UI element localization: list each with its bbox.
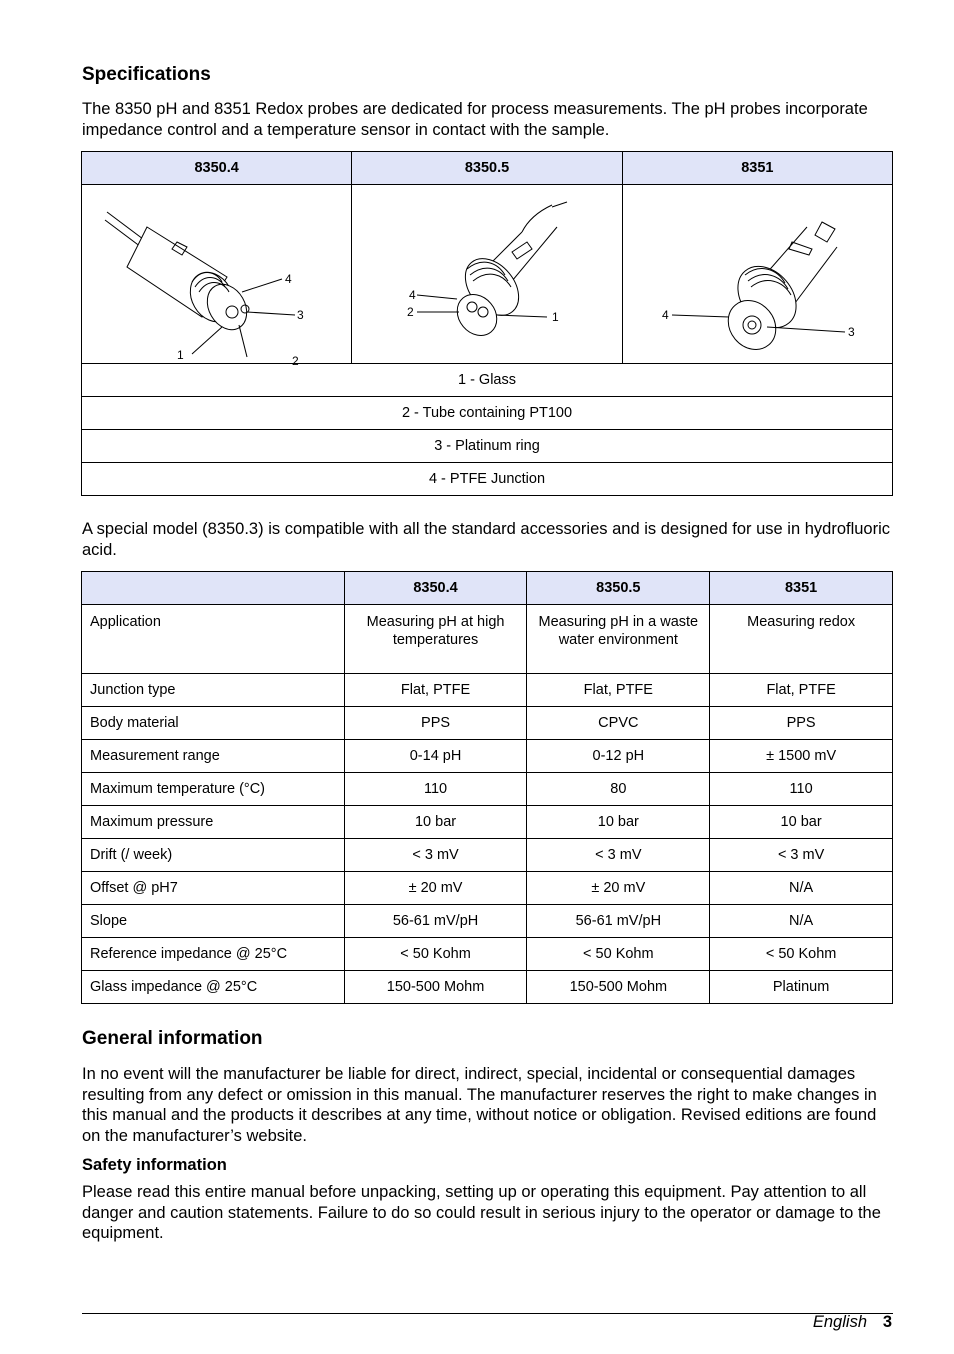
spec-value-cell: 80 <box>527 773 710 806</box>
spec-row <box>82 872 893 905</box>
general-information-heading: General information <box>82 1028 263 1049</box>
footer-divider <box>82 1313 893 1314</box>
spec-value-cell: Flat, PTFE <box>710 674 893 707</box>
spec-value-cell: PPS <box>710 707 893 740</box>
spec-label-cell: Offset @ pH7 <box>82 872 345 905</box>
legend-platinum-ring: 3 - Platinum ring <box>82 430 893 463</box>
safety-information-paragraph: Please read this entire manual before unpacking, setting up or operating this equipment. Pay attention to all danger and caution statements. Failure to do so could result in serious injury to the operator or damage to the equipment. <box>82 1183 881 1242</box>
spec-row <box>82 674 893 707</box>
spec-label-cell: Glass impedance @ 25°C <box>82 971 345 1004</box>
spec-row <box>82 740 893 773</box>
probe-8350-5-illustration <box>352 185 622 364</box>
spec-value-cell: ± 20 mV <box>527 872 710 905</box>
spec-value-cell: N/A <box>710 872 893 905</box>
spec-value-cell: 56-61 mV/pH <box>344 905 527 938</box>
spec-value-cell: Measuring pH at high temperatures <box>344 605 527 674</box>
spec-row <box>82 773 893 806</box>
spec-label-cell: Drift (/ week) <box>82 839 345 872</box>
footer-language: English <box>812 1313 867 1331</box>
spec-value-cell: PPS <box>344 707 527 740</box>
spec-value-cell: < 3 mV <box>710 839 893 872</box>
p3-callout-3: 3 <box>848 325 856 339</box>
spec-label-cell: Body material <box>82 707 345 740</box>
spec-row <box>82 707 893 740</box>
probe-8350-4-drawing <box>87 187 347 368</box>
p1-callout-1: 1 <box>176 348 184 362</box>
p2-callout-2: 2 <box>406 305 414 319</box>
legend-glass: 1 - Glass <box>82 364 893 397</box>
p2-callout-4: 4 <box>408 288 416 302</box>
spec-value-cell: ± 1500 mV <box>710 740 893 773</box>
p1-callout-3: 3 <box>296 308 304 322</box>
spec-value-cell: Platinum <box>710 971 893 1004</box>
spec-value-cell: Measuring pH in a waste water environment <box>527 605 710 674</box>
spec-row <box>82 905 893 938</box>
intro-paragraph: The 8350 pH and 8351 Redox probes are dedicated for process measurements. The pH probes incorporate impedance control and a temperature sensor in contact with the sample. <box>82 100 868 139</box>
spec-header-8351: 8351 <box>710 572 893 605</box>
spec-label-cell: Slope <box>82 905 345 938</box>
specification-table <box>81 571 893 1004</box>
spec-label-cell: Application <box>82 605 345 674</box>
spec-value-cell: 110 <box>710 773 893 806</box>
spec-row <box>82 605 893 674</box>
spec-row <box>82 971 893 1004</box>
spec-row <box>82 806 893 839</box>
spec-value-cell: 10 bar <box>527 806 710 839</box>
spec-value-cell: < 3 mV <box>344 839 527 872</box>
probe-8351-illustration <box>622 185 892 364</box>
specifications-heading: Specifications <box>82 64 211 85</box>
probe-diagram-table <box>81 151 893 496</box>
spec-value-cell: Measuring redox <box>710 605 893 674</box>
spec-value-cell: 110 <box>344 773 527 806</box>
spec-value-cell: 10 bar <box>344 806 527 839</box>
spec-value-cell: N/A <box>710 905 893 938</box>
spec-label-cell: Maximum temperature (°C) <box>82 773 345 806</box>
spec-value-cell: Flat, PTFE <box>527 674 710 707</box>
p3-callout-4: 4 <box>662 308 670 322</box>
spec-label-cell: Reference impedance @ 25°C <box>82 938 345 971</box>
spec-value-cell: < 50 Kohm <box>710 938 893 971</box>
spec-value-cell: 0-12 pH <box>527 740 710 773</box>
spec-value-cell: 150-500 Mohm <box>527 971 710 1004</box>
spec-value-cell: ± 20 mV <box>344 872 527 905</box>
spec-value-cell: 0-14 pH <box>344 740 527 773</box>
spec-value-cell: Flat, PTFE <box>344 674 527 707</box>
spec-label-cell: Junction type <box>82 674 345 707</box>
spec-value-cell: 56-61 mV/pH <box>527 905 710 938</box>
probe-8350-5-drawing <box>357 187 617 357</box>
spec-header-blank <box>82 572 345 605</box>
spec-header-8350-4: 8350.4 <box>344 572 527 605</box>
safety-information-heading: Safety information <box>82 1156 227 1174</box>
spec-label-cell: Measurement range <box>82 740 345 773</box>
diagram-header-8350-5: 8350.5 <box>352 152 622 185</box>
legend-ptfe-junction: 4 - PTFE Junction <box>82 463 893 496</box>
probe-8351-drawing <box>627 187 887 357</box>
spec-value-cell: < 3 mV <box>527 839 710 872</box>
probe-8350-4-illustration <box>82 185 352 368</box>
spec-value-cell: < 50 Kohm <box>527 938 710 971</box>
spec-value-cell: CPVC <box>527 707 710 740</box>
spec-header-8350-5: 8350.5 <box>527 572 710 605</box>
p1-callout-4: 4 <box>284 272 292 286</box>
diagram-header-8350-4: 8350.4 <box>82 152 352 185</box>
spec-value-cell: 150-500 Mohm <box>344 971 527 1004</box>
footer-page-number: 3 <box>882 1313 892 1331</box>
special-model-paragraph: A special model (8350.3) is compatible with all the standard accessories and is designed for use in hydrofluoric acid. <box>82 520 891 559</box>
p2-callout-1: 1 <box>551 310 559 324</box>
general-information-paragraph: In no event will the manufacturer be liable for direct, indirect, special, incidental or consequential damages resulting from any defect or omission in this manual. The manufacturer reserves the right to make changes in this manual and the products it describes at any time, without notice or obligation. Revised editions are found on the manufacturer’s website. <box>82 1065 877 1145</box>
p1-callout-2: 2 <box>291 354 299 368</box>
spec-value-cell: 10 bar <box>710 806 893 839</box>
diagram-header-8351: 8351 <box>622 152 892 185</box>
legend-pt100-tube: 2 - Tube containing PT100 <box>82 397 893 430</box>
spec-row <box>82 839 893 872</box>
spec-label-cell: Maximum pressure <box>82 806 345 839</box>
spec-row <box>82 938 893 971</box>
spec-value-cell: < 50 Kohm <box>344 938 527 971</box>
